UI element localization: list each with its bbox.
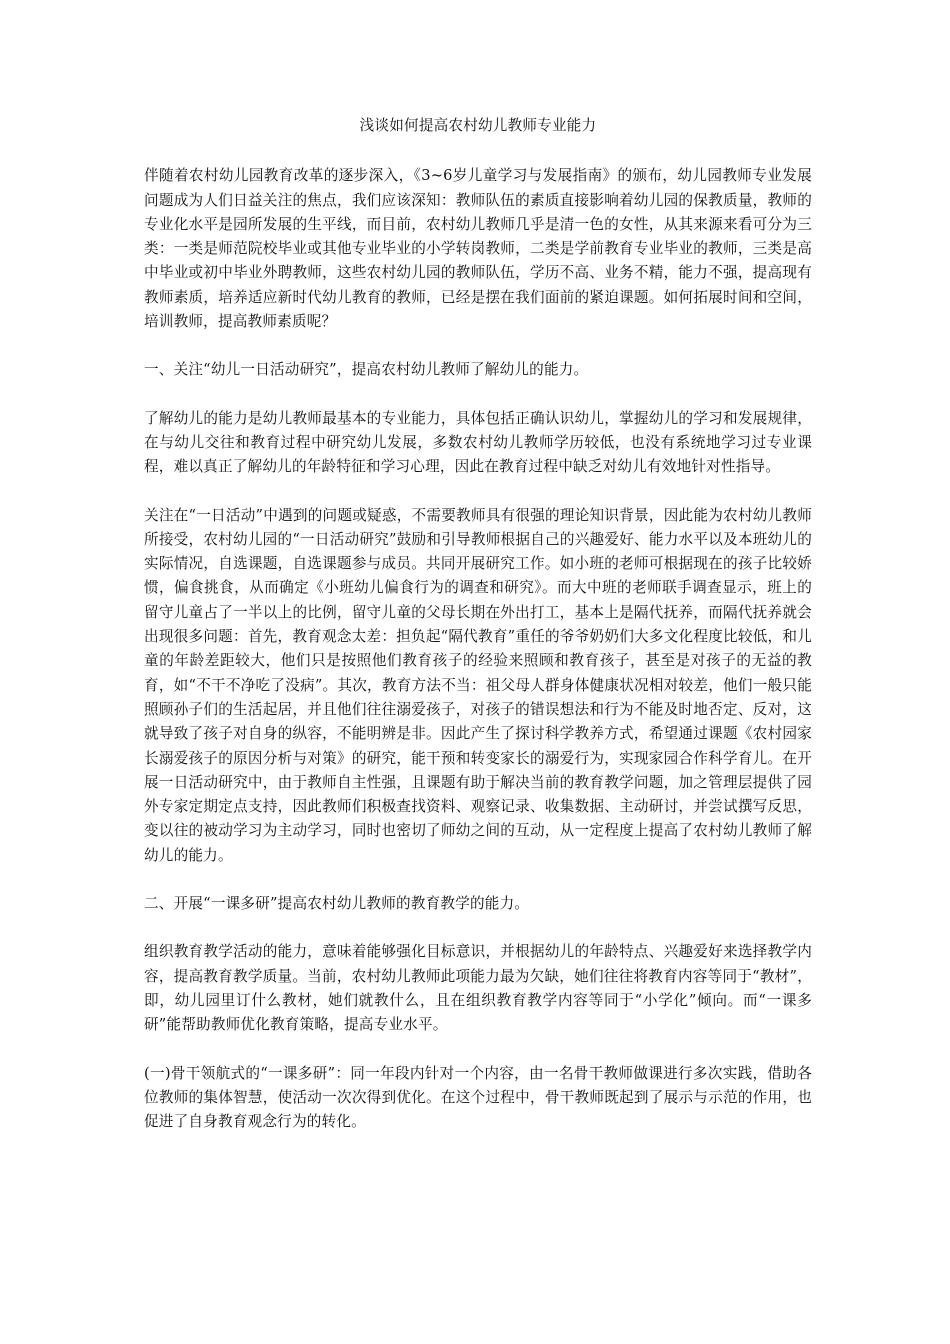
section-heading-2: 二、开展“一课多研”提高农村幼儿教师的教育教学的能力。 (144, 895, 530, 913)
paragraph-1-2: 关注在“一日活动”中遇到的问题或疑惑，不需要教师具有很强的理论知识背景，因此能为农村幼儿教师所接受，农村幼儿园的“一日活动研究”鼓励和引导教师根据自己的兴趣爱好、能力水平以及本班幼儿的实际情况，自选课题，自选课题参与成员。共同开展研究工作。如小班的老师可根据现在的孩子比较娇惯，偏食挑食，从而确定《小班幼儿偏食行为的调查和研究》。而大中班的老师联手调查显示，班上的留守儿童占了一半以上的比例，留守儿童的父母长期在外出打工，基本上是隔代抚养，而隔代抚养就会出现很多问题：首先，教育观念太差：担负起“隔代教育”重任的爷爷奶奶们大多文化程度比较低，和儿童的年龄差距较大，他们只是按照他们教育孩子的经验来照顾和教育孩子，甚至是对孩子的无益的教育，如“不干不净吃了没病”。其次，教育方法不当：祖父母人群身体健康状况相对较差，他们一般只能照顾孙子们的生活起居，并且他们往往溺爱孩子，对孩子的错误想法和行为不能及时地否定、反对，这就导致了孩子对自身的纵容，不能明辨是非。因此产生了探讨科学教养方式，希望通过课题《农村园家长溺爱孩子的原因分析与对策》的研究，能干预和转变家长的溺爱行为，实现家园合作科学育儿。在开展一日活动研究中，由于教师自主性强，且课题有助于解决当前的教育教学问题，加之管理层提供了园外专家定期定点支持，因此教师们积极查找资料、观察记录、收集数据、主动研讨，并尝试撰写反思，变以往的被动学习为主动学习，同时也密切了师幼之间的互动，从一定程度上提高了农村幼儿教师了解幼儿的能力。 (144, 506, 812, 864)
paragraph-2-2: (一)骨干领航式的“一课多研”：同一年段内针对一个内容，由一名骨干教师做课进行多次实践，借助各位教师的集体智慧，使活动一次次得到优化。在这个过程中，骨干教师既起到了展示与示范的作用，也促进了自身教育观念行为的转化。 (144, 1064, 812, 1131)
section-heading-1: 一、关注“幼儿一日活动研究”，提高农村幼儿教师了解幼儿的能力。 (144, 361, 589, 379)
paragraph-1-1: 了解幼儿的能力是幼儿教师最基本的专业能力，具体包括正确认识幼儿，掌握幼儿的学习和发展规律，在与幼儿交往和教育过程中研究幼儿发展，多数农村幼儿教师学历较低，也没有系统地学习过专业课程，难以真正了解幼儿的年龄特征和学习心理，因此在教育过程中缺乏对幼儿有效地针对性指导。 (144, 409, 812, 476)
document-body (144, 114, 812, 1158)
paragraph-2-1: 组织教育教学活动的能力，意味着能够强化目标意识，并根据幼儿的年龄特点、兴趣爱好来选择教学内容，提高教育教学质量。当前，农村幼儿教师此项能力最为欠缺，她们往往将教育内容等同于“教材”，即，幼儿园里订什么教材，她们就教什么，且在组织教育教学内容等同于“小学化”倾向。而“一课多研”能帮助教师优化教育策略，提高专业水平。 (144, 943, 812, 1034)
document-title: 浅谈如何提高农村幼儿教师专业能力 (359, 117, 597, 134)
paragraph-intro: 伴随着农村幼儿园教育改革的逐步深入，《3~6岁儿童学习与发展指南》的颁布，幼儿园教师专业发展问题成为人们日益关注的焦点，我们应该深知：教师队伍的素质直接影响着幼儿园的保教质量，教师的专业化水平是园所发展的生平线，而目前，农村幼儿教师几乎是清一色的女性，从其来源来看可分为三类：一类是师范院校毕业或其他专业毕业的小学转岗教师，二类是学前教育专业毕业的教师，三类是高中毕业或初中毕业外聘教师，这些农村幼儿园的教师队伍，学历不高、业务不精，能力不强，提高现有教师素质，培养适应新时代幼儿教育的教师，已经是摆在我们面前的紧迫课题。如何拓展时间和空间，培训教师，提高教师素质呢？ (144, 167, 812, 331)
